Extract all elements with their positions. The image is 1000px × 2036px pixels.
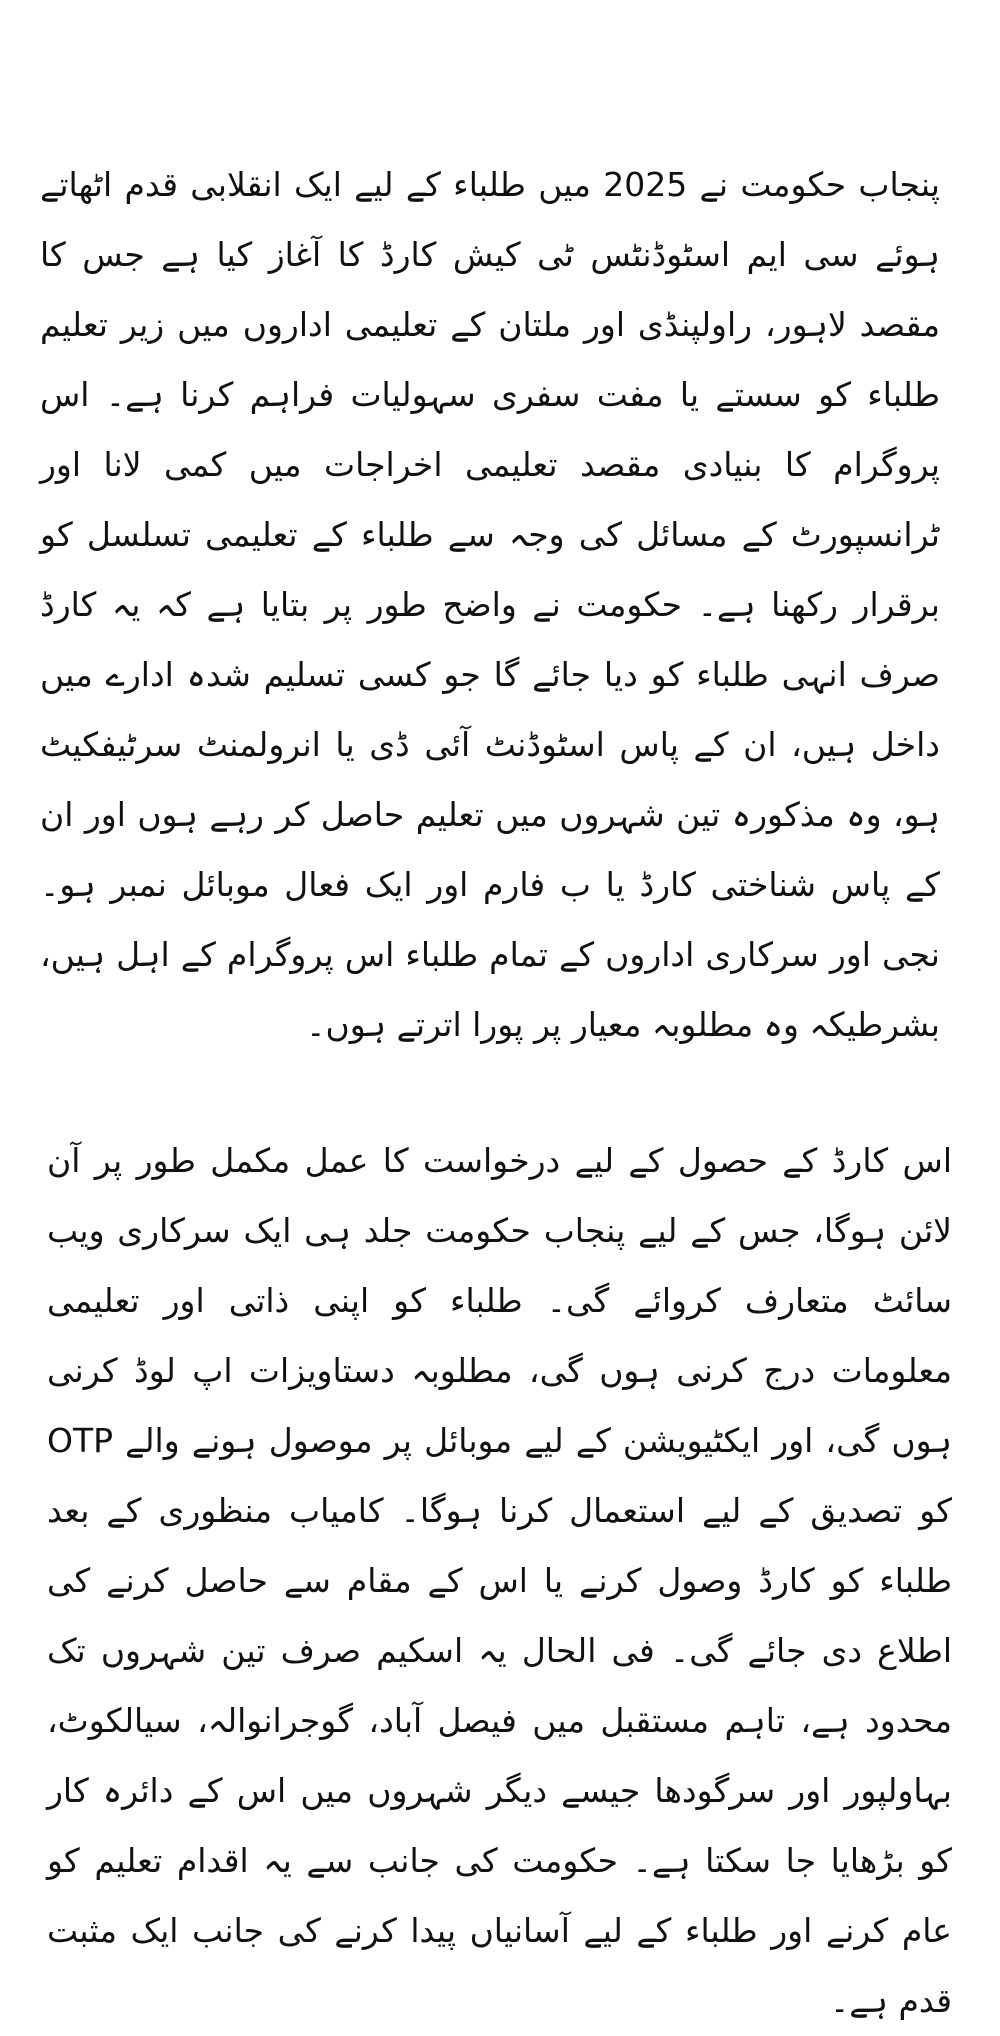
article-paragraph-2: اس کارڈ کے حصول کے لیے درخواست کا عمل مکمل طور پر آن لائن ہوگا، جس کے لیے پنجاب حکومت جلد ہی ایک سرکاری ویب سائٹ متعارف کروائے گی۔ طلباء کو اپنی ذاتی اور تعلیمی معلومات درج کرنی ہوں گی، مطلوبہ دستاویزات اپ لوڈ کرنی ہوں گی، اور ایکٹیویشن کے لیے موبائل پر موصول ہونے والے OTP کو تصدیق کے لیے استعمال کرنا ہوگا۔ کامیاب منظوری کے بعد طلباء کو کارڈ وصول کرنے یا اس کے مقام سے حاصل کرنے کی اطلاع دی جائے گی۔ فی الحال یہ اسکیم صرف تین شہروں تک محدود ہے، تاہم مستقبل میں فیصل آباد، گوجرانوالہ، سیالکوٹ، بہاولپور اور سرگودھا جیسے دیگر شہروں میں اس کے دائرہ کار کو بڑھایا جا سکتا ہے۔ حکومت کی جانب سے یہ اقدام تعلیم کو عام کرنے اور طلباء کے لیے آسانیاں پیدا کرنے کی جانب ایک مثبت قدم ہے۔: [47, 1141, 952, 2020]
article-paragraph-1: پنجاب حکومت نے 2025 میں طلباء کے لیے ایک انقلابی قدم اٹھاتے ہوئے سی ایم اسٹوڈنٹس ٹی کیش کارڈ کا آغاز کیا ہے جس کا مقصد لاہور، راولپنڈی اور ملتان کے تعلیمی اداروں میں زیر تعلیم طلباء کو سستے یا مفت سفری سہولیات فراہم کرنا ہے۔ اس پروگرام کا بنیادی مقصد تعلیمی اخراجات میں کمی لانا اور ٹرانسپورٹ کے مسائل کی وجہ سے طلباء کے تعلیمی تسلسل کو برقرار رکھنا ہے۔ حکومت نے واضح طور پر بتایا ہے کہ یہ کارڈ صرف انہی طلباء کو دیا جائے گا جو کسی تسلیم شدہ ادارے میں داخل ہیں، ان کے پاس اسٹوڈنٹ آئی ڈی یا انرولمنٹ سرٹیفکیٹ ہو، وہ مذکورہ تین شہروں میں تعلیم حاصل کر رہے ہوں اور ان کے پاس شناختی کارڈ یا ب فارم اور ایک فعال موبائل نمبر ہو۔ نجی اور سرکاری اداروں کے تمام طلباء اس پروگرام کے اہل ہیں، بشرطیکہ وہ مطلوبہ معیار پر پورا اترتے ہوں۔: [40, 165, 940, 1044]
